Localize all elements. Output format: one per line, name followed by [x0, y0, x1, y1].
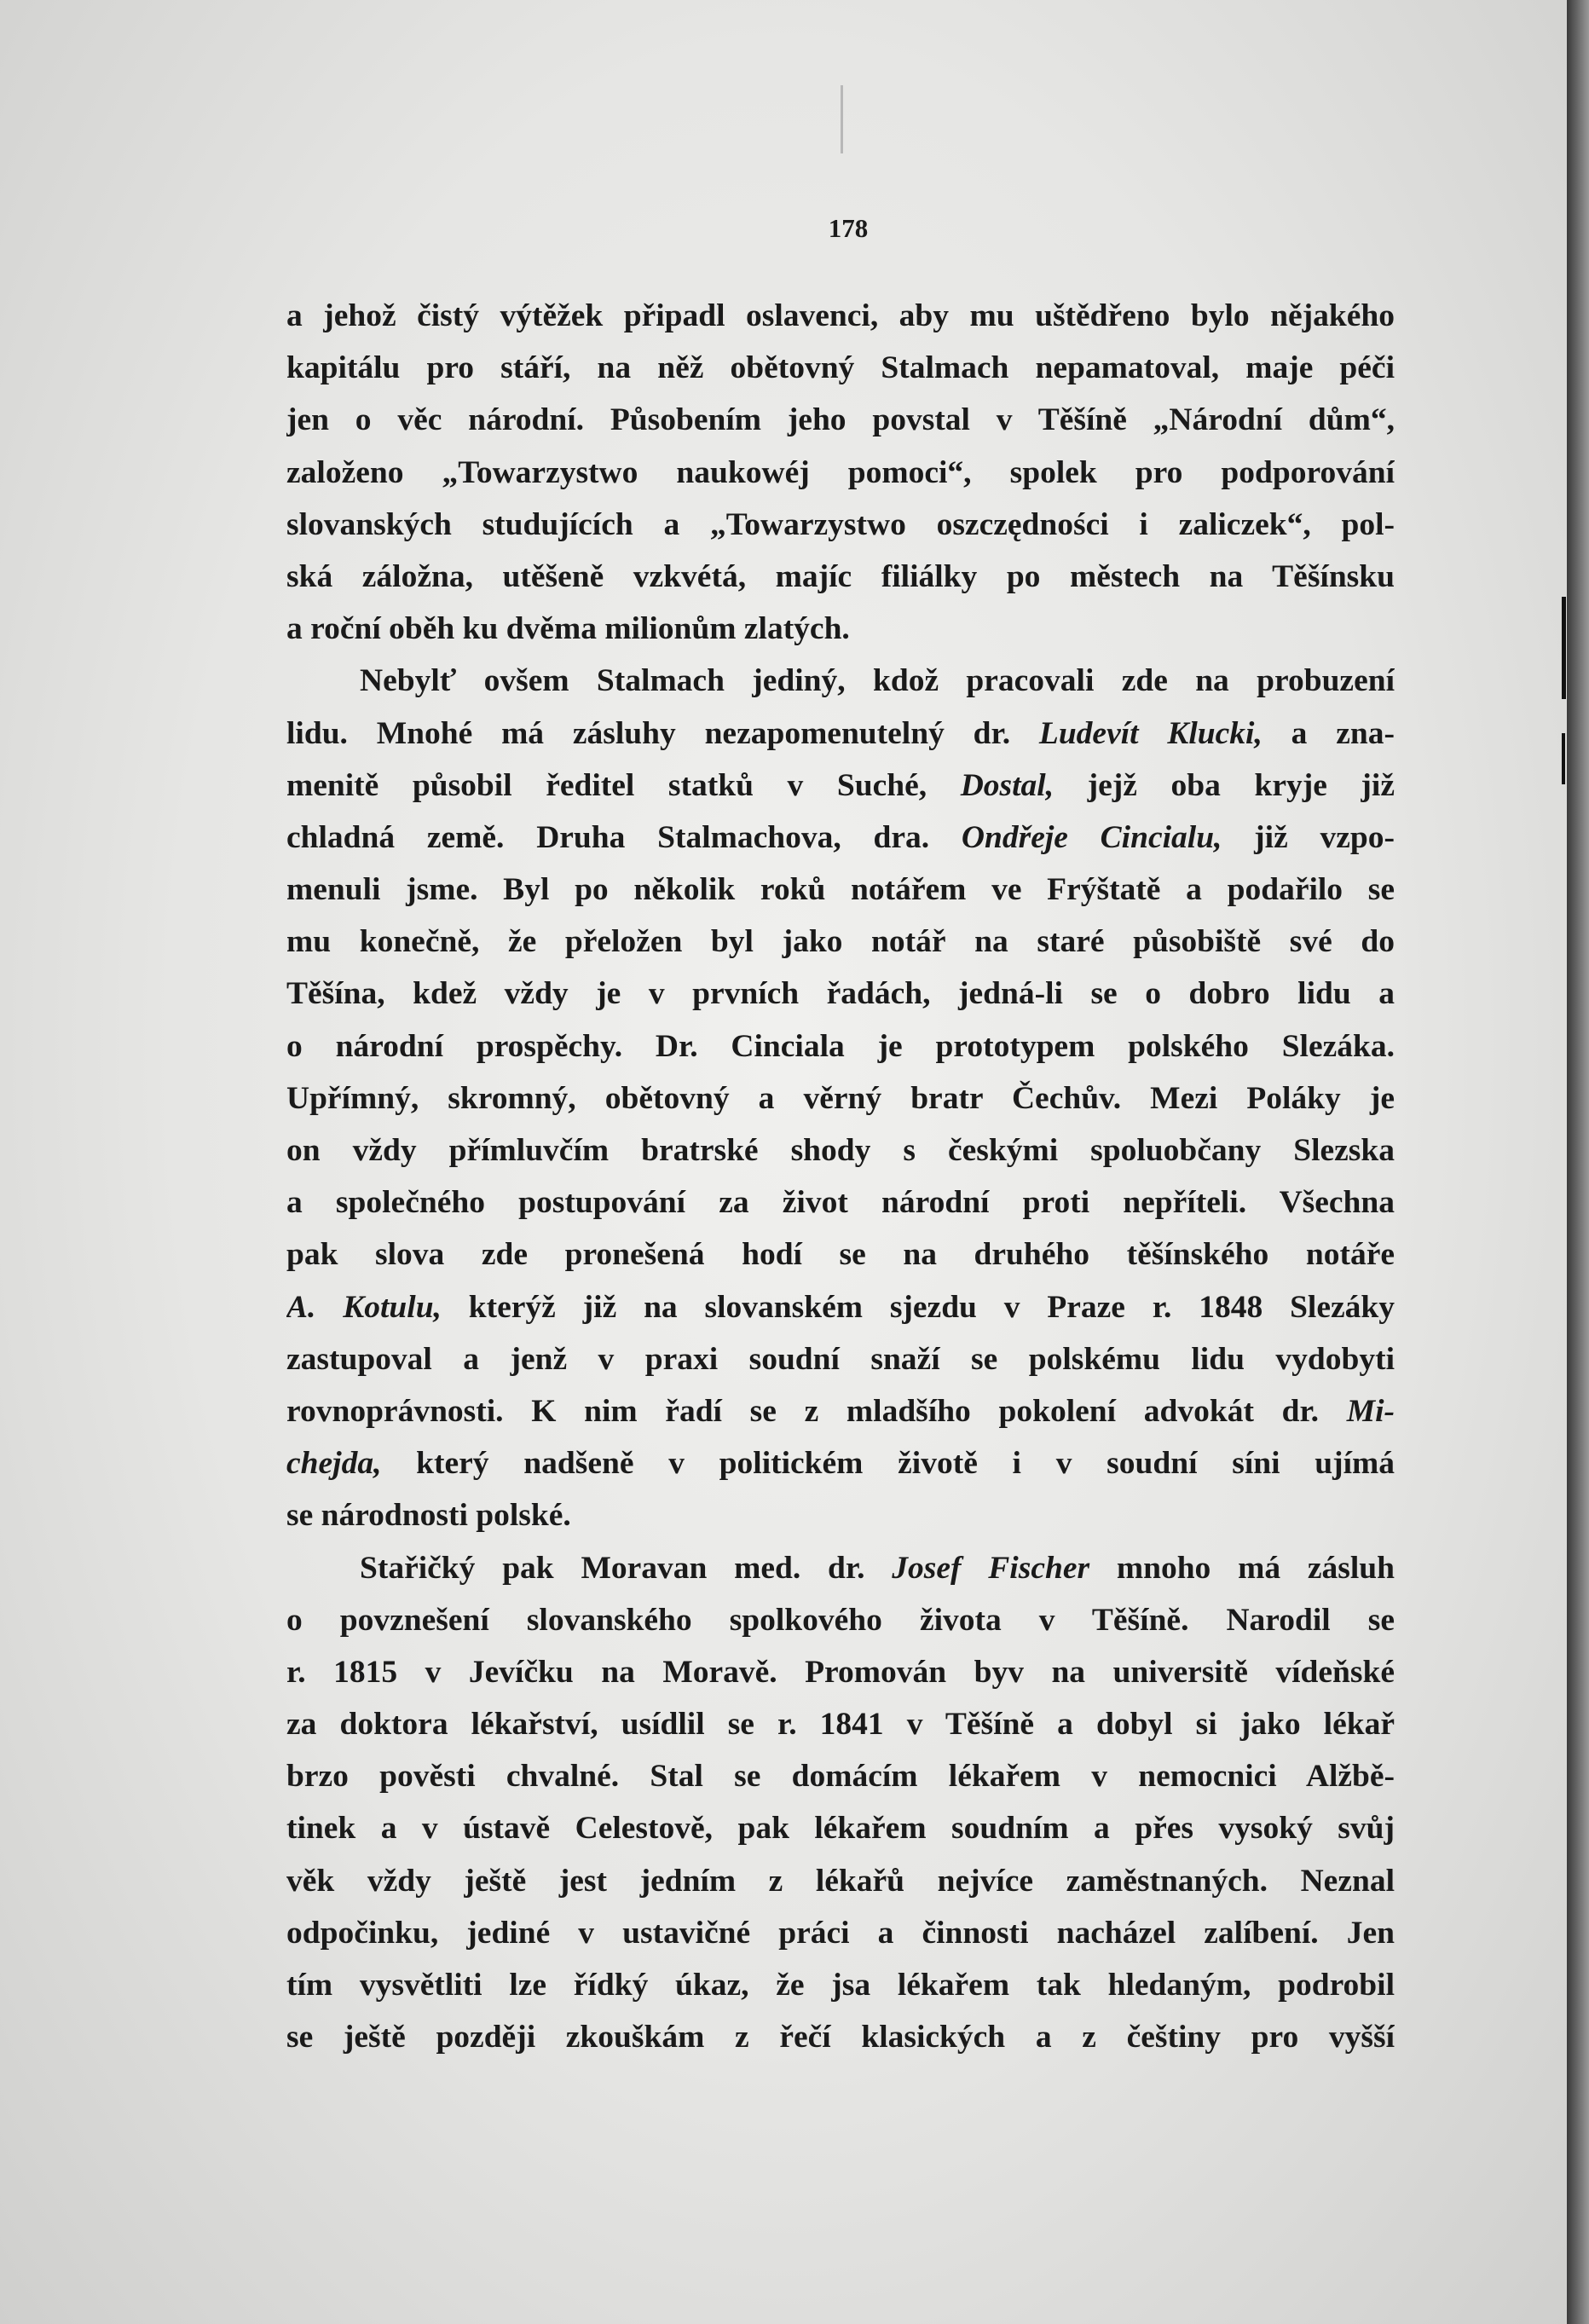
text-line: Nebylť ovšem Stalmach jediný, kdož pracovali zde na probuzení: [360, 663, 1395, 699]
text-line: založeno „Towarzystwo naukowéj pomoci“, spolek pro podporování: [286, 454, 1395, 490]
page-number: 178: [828, 213, 869, 243]
text-run: jejž oba kryje již: [1054, 767, 1395, 803]
text-run: který nadšeně v politickém životě i v soudní síni ujímá: [381, 1446, 1395, 1482]
text-line: zastupoval a jenž v praxi soudní snaží se polskému lidu vydobyti: [286, 1341, 1395, 1377]
italic-name: Ludevít Klucki,: [1038, 715, 1263, 751]
edge-shadow-mark: [1562, 733, 1565, 784]
text-line: [286, 708, 1395, 760]
italic-name: Josef Fischer: [892, 1550, 1090, 1586]
text-line: jen o věc národní. Působením jeho povstal v Těšíně „Národní dům“,: [286, 402, 1395, 438]
text-line: tím vysvětliti lze řídký úkaz, že jsa lékařem tak hledaným, podrobil: [286, 1968, 1395, 2003]
italic-name: Mi-: [1346, 1393, 1395, 1429]
fold-mark: [841, 85, 843, 153]
text-line: a jehož čistý výtěžek připadl oslavenci, aby mu uštědřeno bylo nějakého: [286, 298, 1395, 333]
text-line: slovanských studujících a „Towarzystwo oszczędności i zaliczek“, pol-: [286, 506, 1395, 542]
text-run: a zna-: [1262, 715, 1395, 751]
text-line: o národní prospěchy. Dr. Cinciala je prototypem polského Slezáka.: [286, 1028, 1395, 1064]
text-line: o povznešení slovanského spolkového života v Těšíně. Narodil se: [286, 1602, 1395, 1638]
text-line: r. 1815 v Jevíčku na Moravě. Promován byv na universitě vídeňské: [286, 1654, 1395, 1690]
text-line: se národnosti polské.: [286, 1498, 571, 1534]
text-line: [286, 760, 1395, 812]
text-run: již vzpo-: [1222, 819, 1395, 855]
text-line: tinek a v ústavě Celestově, pak lékařem soudním a přes vysoký svůj: [286, 1811, 1395, 1847]
text-run: kterýž již na slovanském sjezdu v Praze r. 1848 Slezáky: [441, 1289, 1395, 1325]
text-line: mu konečně, že přeložen byl jako notář na staré působiště své do: [286, 924, 1395, 960]
text-line: Upřímný, skromný, obětovný a věrný bratr Čechův. Mezi Poláky je: [286, 1080, 1395, 1116]
text-line: [286, 812, 1395, 864]
text-line: za doktora lékařství, usídlil se r. 1841 v Těšíně a dobyl si jako lékař: [286, 1707, 1395, 1743]
text-line: věk vždy ještě jest jedním z lékařů nejvíce zaměstnaných. Neznal: [286, 1863, 1395, 1899]
text-run: lidu. Mnohé má zásluhy nezapomenutelný dr.: [286, 715, 1039, 751]
text-line: se ještě později zkouškám z řečí klasických a z češtiny pro vyšší: [286, 2020, 1395, 2055]
text-line: pak slova zde pronešená hodí se na druhého těšínského notáře: [286, 1237, 1395, 1273]
text-run: menitě působil ředitel statků v Suché,: [286, 767, 961, 803]
text-line: odpočinku, jediné v ustavičné práci a činnosti nacházel zalíbení. Jen: [286, 1915, 1395, 1951]
italic-name: chejda,: [286, 1446, 382, 1482]
text-line: menuli jsme. Byl po několik roků notářem ve Frýštatě a podařilo se: [286, 872, 1395, 908]
edge-shadow-mark: [1562, 597, 1566, 699]
text-line: kapitálu pro stáří, na něž obětovný Stalmach nepamatoval, maje péči: [286, 350, 1395, 386]
text-line: [286, 1437, 1395, 1489]
text-line: [286, 1385, 1395, 1437]
text-line: [286, 1542, 1395, 1594]
text-line: brzo pověsti chvalné. Stal se domácím lékařem v nemocnici Alžbě-: [286, 1759, 1395, 1795]
text-run: chladná země. Druha Stalmachova, dra.: [286, 819, 962, 855]
italic-name: Dostal,: [960, 767, 1055, 803]
italic-name: A. Kotulu,: [286, 1289, 442, 1325]
text-run: mnoho má zásluh: [1089, 1550, 1395, 1586]
text-line: a společného postupování za život národní proti nepříteli. Všechna: [286, 1185, 1395, 1221]
text-line: [286, 1281, 1395, 1333]
text-run: Stařičký pak Moravan med. dr.: [360, 1550, 893, 1586]
text-line: on vždy přímluvčím bratrské shody s českými spoluobčany Slezska: [286, 1133, 1395, 1168]
text-line: a roční oběh ku dvěma milionům zlatých.: [286, 611, 850, 647]
text-line: Těšína, kdež vždy je v prvních řadách, jedná-li se o dobro lidu a: [286, 976, 1395, 1012]
text-run: rovnoprávnosti. K nim řadí se z mladšího pokolení advokát dr.: [286, 1393, 1347, 1429]
page-edge: [1567, 0, 1589, 2324]
body-text: [286, 290, 1395, 2063]
italic-name: Ondřeje Cincialu,: [961, 819, 1222, 855]
text-line: ská záložna, utěšeně vzkvétá, majíc filiálky po městech na Těšínsku: [286, 558, 1395, 594]
